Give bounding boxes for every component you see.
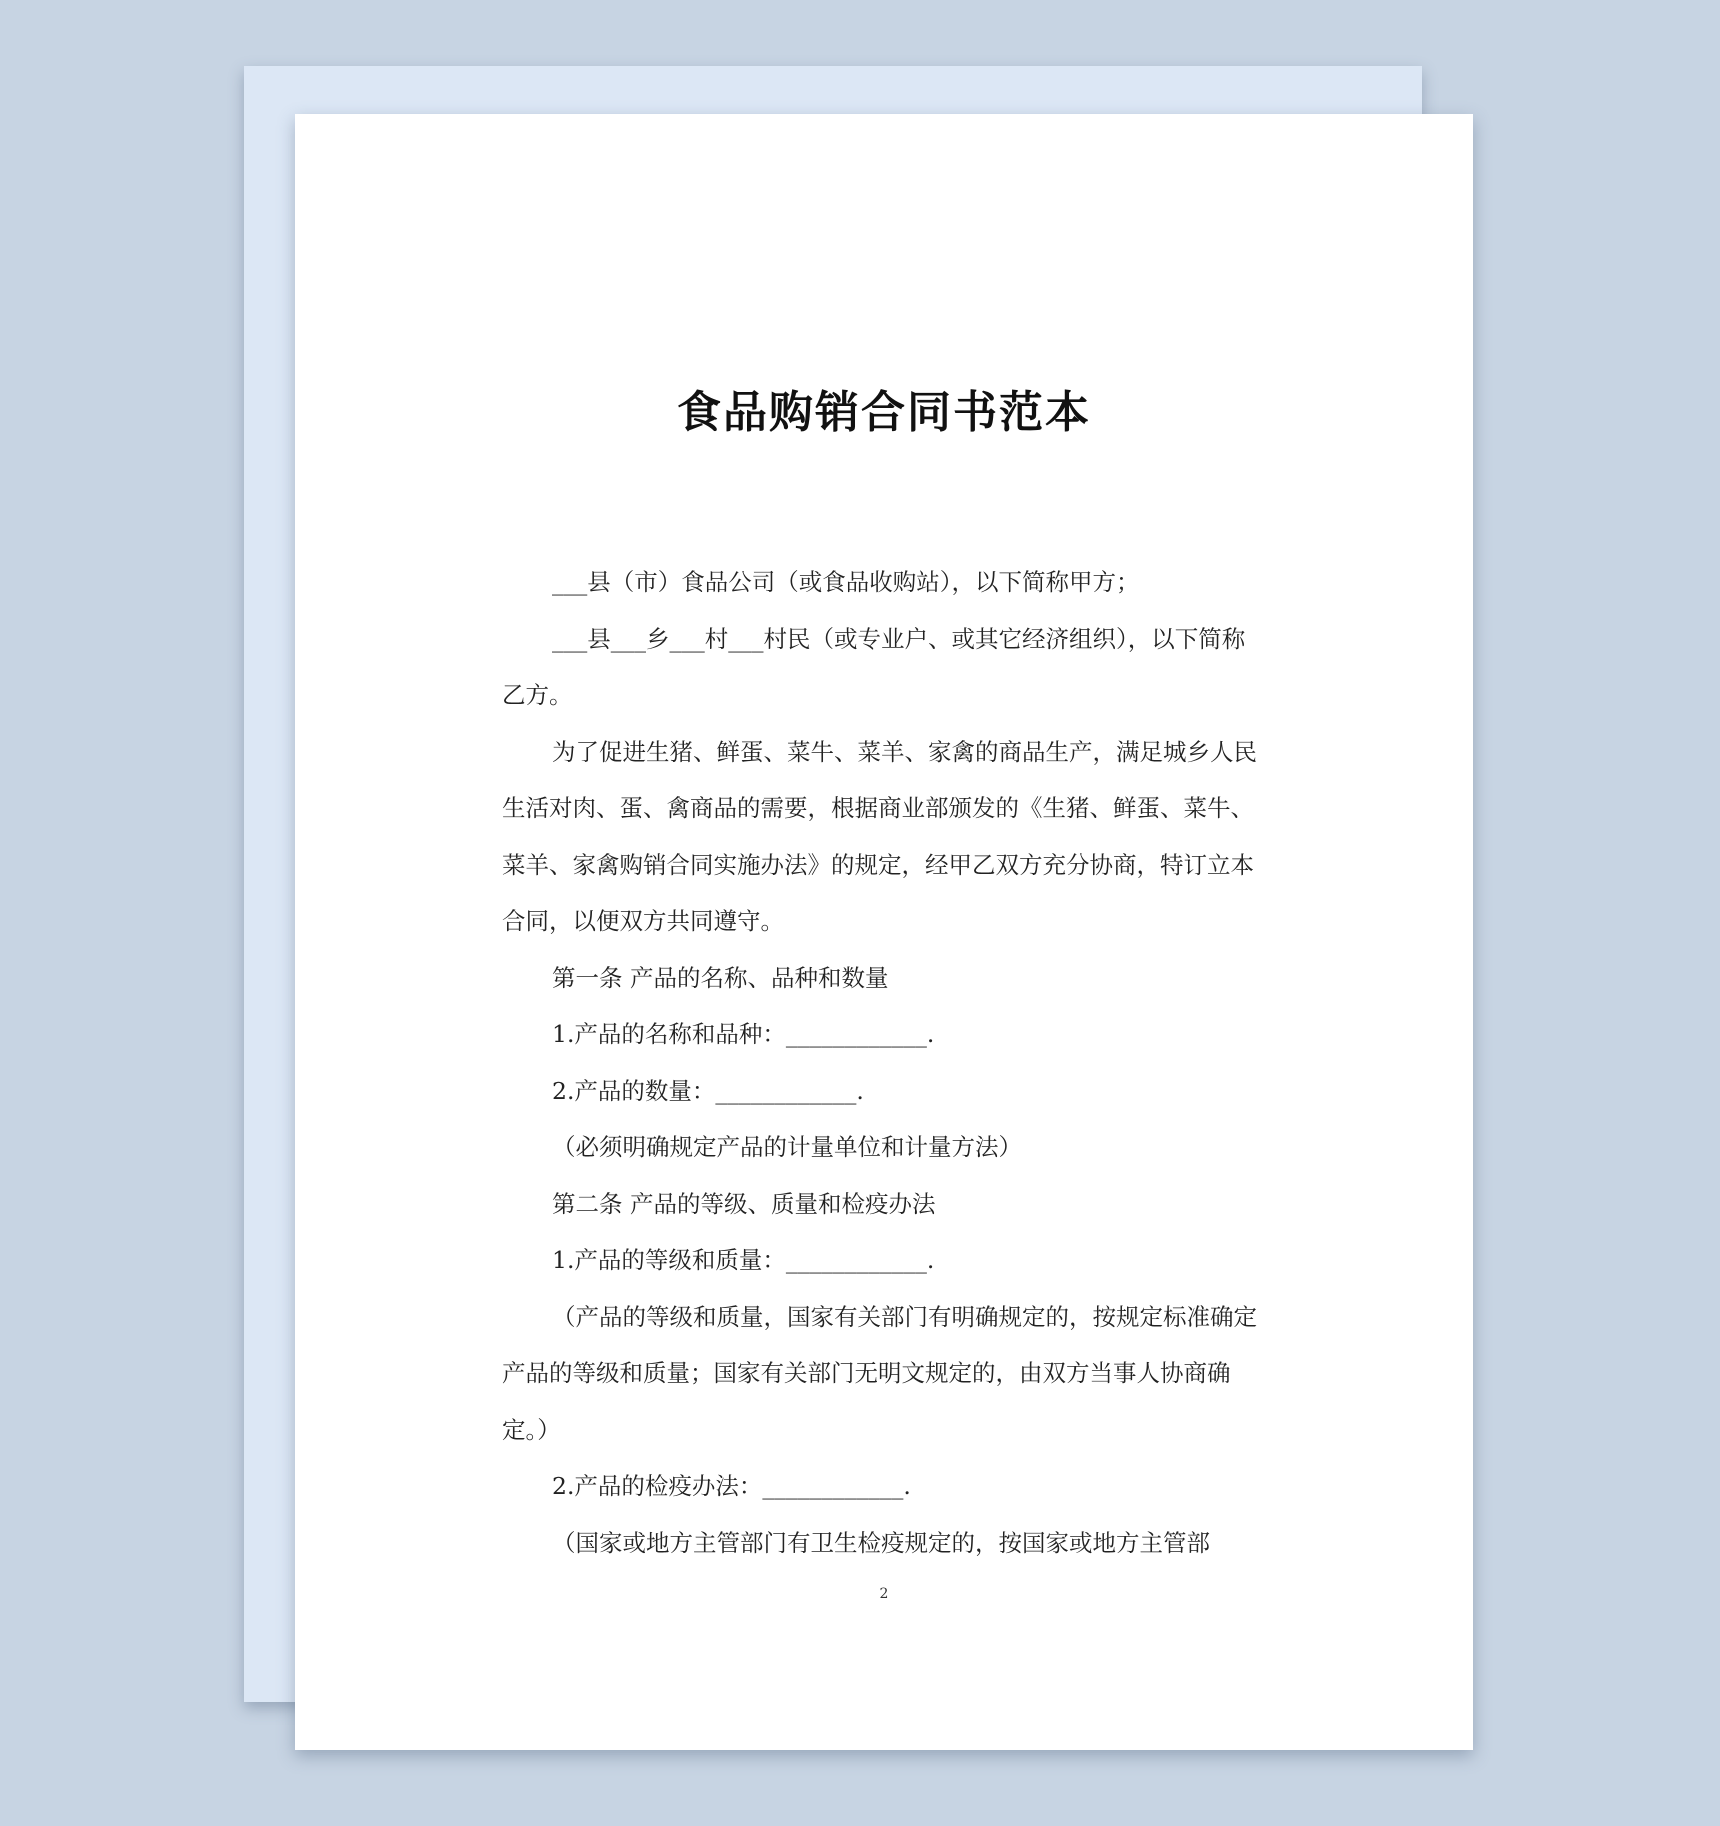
article-2-note-2: （国家或地方主管部门有卫生检疫规定的，按国家或地方主管部 — [552, 1528, 1210, 1557]
page-number: 2 — [879, 1586, 889, 1602]
article-1-item-1: 1.产品的名称和品种：____________. — [552, 1020, 935, 1048]
paragraph-party-a: ___县（市）食品公司（或食品收购站），以下简称甲方； — [552, 568, 1140, 596]
article-2-heading: 第二条 产品的等级、质量和检疫办法 — [552, 1189, 936, 1218]
paragraph-preamble: 为了促进生猪、鲜蛋、菜牛、菜羊、家禽的商品生产，满足城乡人民生活对肉、蛋、禽商品的需要，根据商业部颁发的《生猪、鲜蛋、菜牛、菜羊、家禽购销合同实施办法》的规定，经甲乙双方充分协商，特订立本合同，以便双方共同遵守。 — [502, 737, 1257, 935]
article-2-item-1: 1.产品的等级和质量：____________. — [552, 1246, 935, 1274]
document-title: 食品购销合同书范本 — [677, 387, 1091, 438]
document-body — [502, 554, 1262, 1571]
article-2-item-2: 2.产品的检疫办法：____________. — [552, 1472, 911, 1500]
article-1-item-2: 2.产品的数量：____________. — [552, 1076, 864, 1105]
article-1-note: （必须明确规定产品的计量单位和计量方法） — [552, 1133, 1022, 1161]
document-page — [295, 114, 1473, 1750]
article-1-heading: 第一条 产品的名称、品种和数量 — [552, 963, 889, 992]
article-2-note-1: （产品的等级和质量，国家有关部门有明确规定的，按规定标准确定产品的等级和质量；国家有关部门无明文规定的，由双方当事人协商确定。） — [502, 1302, 1257, 1444]
paragraph-party-b: ___县___乡___村___村民（或专业户、或其它经济组织），以下简称乙方。 — [502, 624, 1246, 709]
